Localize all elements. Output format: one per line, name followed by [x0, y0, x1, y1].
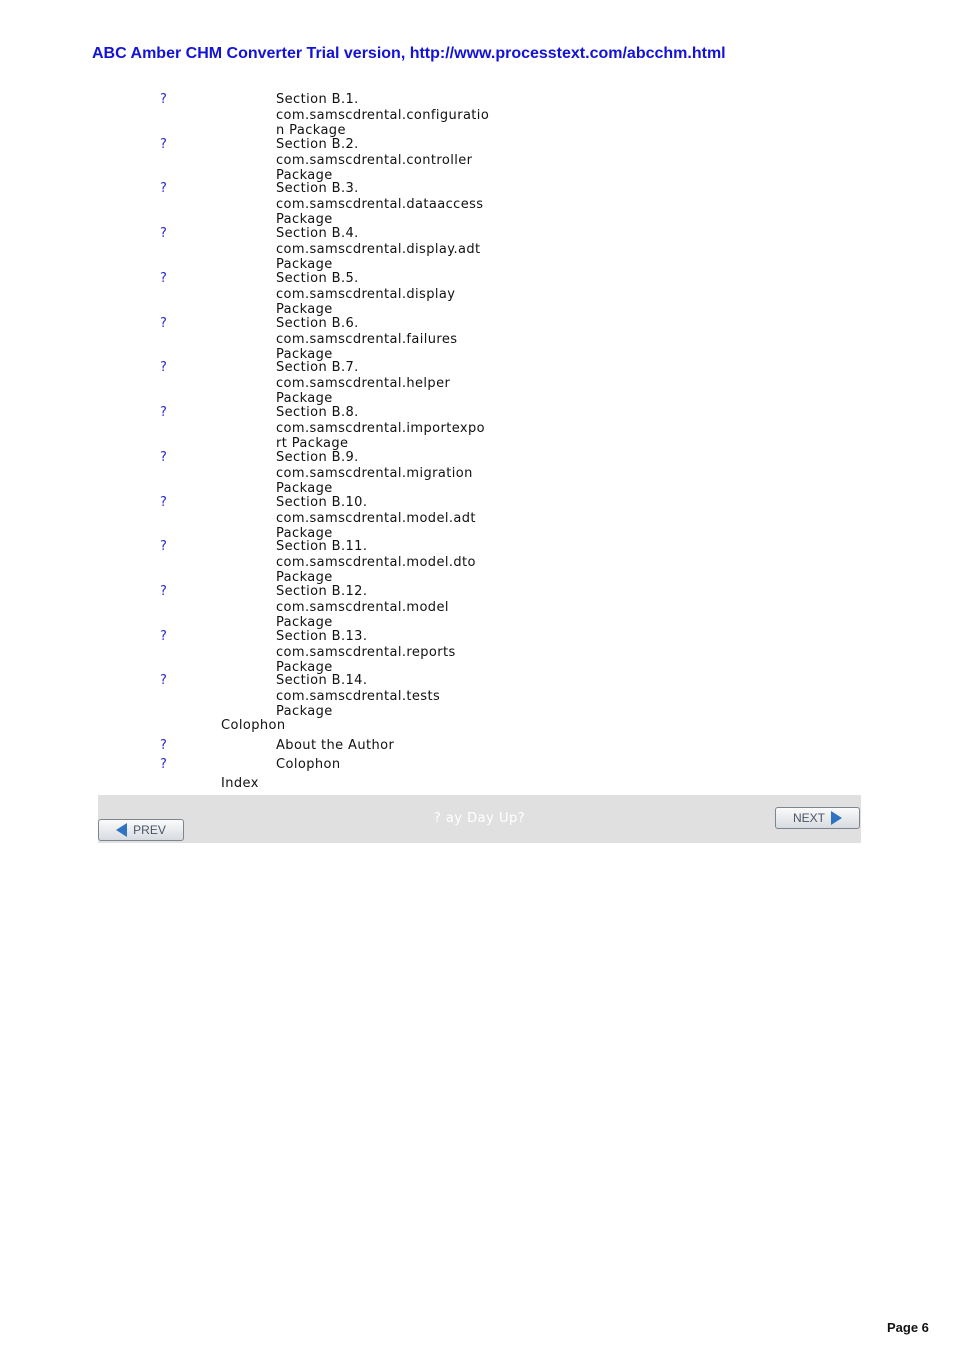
toc-entry-package-cont: Package [276, 302, 333, 317]
bullet-icon: ? [160, 673, 167, 688]
toc-entry-package: com.samscdrental.reports [276, 644, 456, 660]
toc-entry-package-cont: Package [276, 347, 333, 362]
toc-entry-package-cont: Package [276, 704, 333, 719]
prev-button[interactable] [98, 819, 184, 841]
toc-entry-package: com.samscdrental.helper [276, 375, 451, 391]
toc-entry-about-author: About the Author [276, 738, 395, 753]
bullet-icon: ? [160, 629, 167, 644]
nav-center-text: ? ay Day Up? [433, 811, 526, 826]
toc-entry-package: com.samscdrental.model.adt [276, 510, 476, 526]
bullet-icon: ? [160, 226, 167, 241]
bullet-icon: ? [160, 450, 167, 465]
toc-entry-section: Section B.1. [276, 92, 359, 107]
prev-button-label: PREV [133, 823, 166, 837]
toc-entry-package: com.samscdrental.dataaccess [276, 196, 484, 212]
bullet-icon: ? [160, 137, 167, 152]
bullet-icon: ? [160, 360, 167, 375]
toc-entry-package-cont: Package [276, 615, 333, 630]
toc-entry-section: Section B.2. [276, 137, 359, 152]
arrow-right-icon [831, 811, 842, 825]
toc-entry-package-cont: Package [276, 168, 333, 183]
toc-entry-section: Section B.12. [276, 584, 368, 599]
toc-entry-package: com.samscdrental.tests [276, 688, 441, 704]
bullet-icon: ? [160, 584, 167, 599]
next-button[interactable] [775, 807, 860, 829]
toc-entry-section: Section B.11. [276, 539, 368, 554]
toc-entry-package-cont: n Package [276, 123, 346, 138]
bullet-icon: ? [160, 757, 167, 772]
toc-entry-package: com.samscdrental.model.dto [276, 554, 476, 570]
toc-heading-index[interactable]: Index [221, 776, 259, 791]
toc-entry-package-cont: Package [276, 391, 333, 406]
toc-entry-package-cont: Package [276, 526, 333, 541]
toc-entry-colophon: Colophon [276, 757, 341, 772]
toc-entry-section: Section B.5. [276, 271, 359, 286]
toc-entry-package-cont: Package [276, 212, 333, 227]
toc-entry-section: Section B.13. [276, 629, 368, 644]
toc-entry-section: Section B.9. [276, 450, 359, 465]
navigation-bar [98, 795, 861, 843]
toc-entry-package: com.samscdrental.display [276, 286, 456, 302]
bullet-icon: ? [160, 181, 167, 196]
toc-entry-package-cont: Package [276, 660, 333, 675]
toc-entry-package: com.samscdrental.configuratio [276, 107, 490, 123]
toc-entry-section: Section B.6. [276, 316, 359, 331]
toc-entry-section: Section B.10. [276, 495, 368, 510]
page-number: Page 6 [887, 1320, 929, 1335]
toc-heading-colophon[interactable]: Colophon [221, 718, 286, 733]
bullet-icon: ? [160, 539, 167, 554]
bullet-icon: ? [160, 271, 167, 286]
next-button-label: NEXT [792, 811, 825, 825]
bullet-icon: ? [160, 495, 167, 510]
toc-entry-section: Section B.4. [276, 226, 359, 241]
arrow-left-icon [116, 823, 127, 837]
toc-entry-package: com.samscdrental.display.adt [276, 241, 481, 257]
bullet-icon: ? [160, 405, 167, 420]
toc-entry-section: Section B.8. [276, 405, 359, 420]
toc-entry-package: com.samscdrental.controller [276, 152, 473, 168]
toc-entry-package-cont: Package [276, 570, 333, 585]
toc-entry-package: com.samscdrental.model [276, 599, 449, 615]
bullet-icon: ? [160, 316, 167, 331]
toc-entry-package: com.samscdrental.migration [276, 465, 473, 481]
bullet-icon: ? [160, 92, 167, 107]
toc-entry-section: Section B.7. [276, 360, 359, 375]
bullet-icon: ? [160, 738, 167, 753]
toc-entry-package-cont: rt Package [276, 436, 349, 451]
toc-entry-package-cont: Package [276, 481, 333, 496]
toc-entry-section: Section B.3. [276, 181, 359, 196]
toc-entry-section: Section B.14. [276, 673, 368, 688]
toc-entry-package: com.samscdrental.importexpo [276, 420, 485, 436]
converter-trial-header: ABC Amber CHM Converter Trial version, http://www.processtext.com/abcchm.html [92, 45, 726, 62]
toc-entry-package: com.samscdrental.failures [276, 331, 458, 347]
toc-entry-package-cont: Package [276, 257, 333, 272]
